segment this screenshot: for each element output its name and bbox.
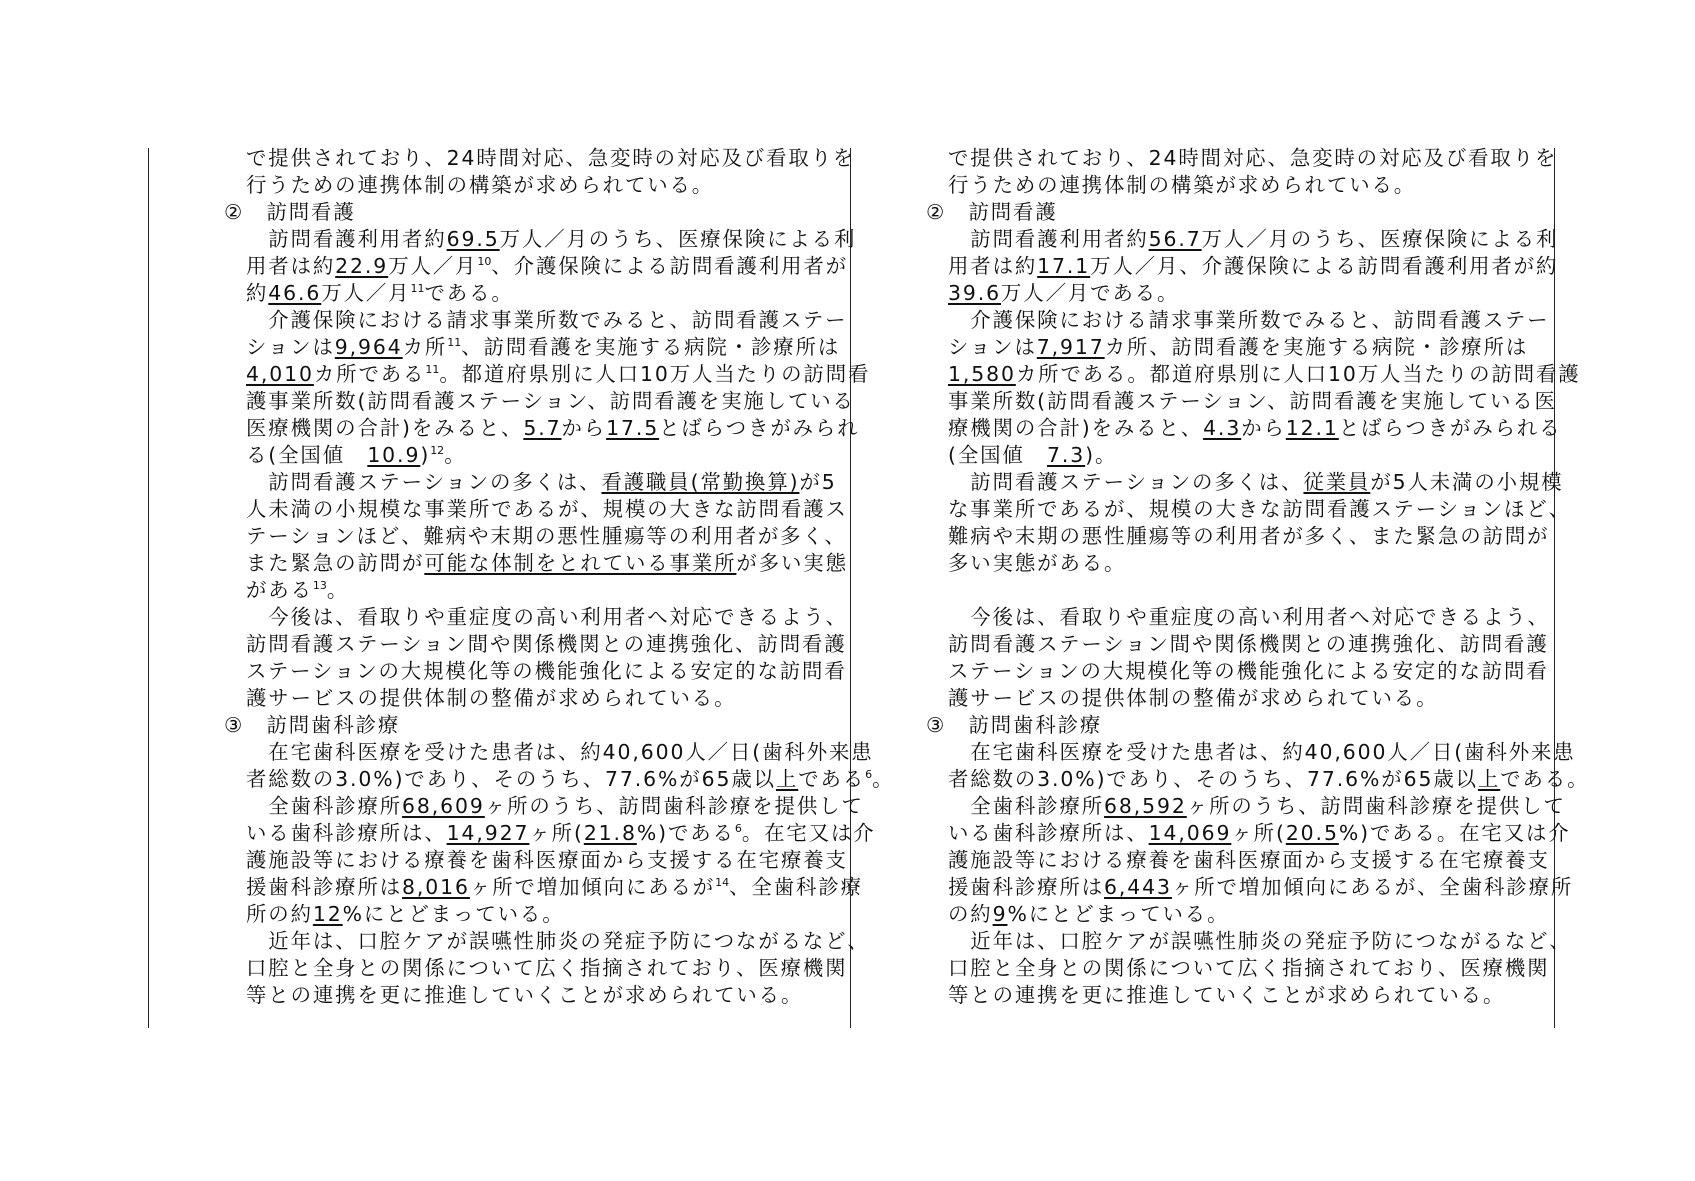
text-line: [948, 442, 1540, 469]
text-line: [246, 820, 876, 847]
underlined-text: 4,010: [246, 362, 314, 386]
underlined-text: 5.7: [523, 416, 562, 440]
text-segment: %)である。在宅又は介: [1338, 821, 1571, 845]
text-segment: 今後は、看取りや重症度の高い利用者へ対応できるよう、: [246, 605, 848, 629]
text-segment: %にとどまっている。: [1007, 902, 1230, 926]
text-segment: で提供されており、24時間対応、急変時の対応及び看取りを: [246, 146, 856, 170]
text-segment: 訪問看護ステーション間や関係機関との連携強化、訪問看護: [246, 632, 847, 656]
text-segment: 事業所数(訪問看護ステーション、訪問看護を実施している医: [948, 389, 1557, 413]
blank-line: [948, 577, 1540, 604]
text-line: [246, 226, 857, 253]
footnote-ref: 11: [425, 363, 440, 376]
text-line: [246, 496, 848, 523]
underlined-text: 6,443: [1104, 875, 1172, 899]
underlined-text: 14,069: [1148, 821, 1232, 845]
underlined-text: 17.5: [606, 416, 660, 440]
text-segment: 介護保険における請求事業所数でみると、訪問看護ステー: [948, 308, 1550, 332]
text-segment: 訪問看護ステーションの多くは、: [246, 470, 602, 494]
text-line: [246, 523, 847, 550]
text-segment: いる歯科診療所は、: [246, 821, 447, 845]
underlined-text: 69.5: [446, 227, 500, 251]
underlined-text: 上: [1477, 767, 1501, 791]
footnote-ref: 13: [312, 579, 327, 592]
text-line: [246, 955, 848, 982]
text-segment: 行うための連携体制の構築が求められている。: [246, 173, 715, 197]
underlined-text: 可能な体制をとれている事業所: [424, 551, 737, 575]
footnote-ref: 6: [734, 822, 742, 835]
text-segment: 全歯科診療所: [948, 794, 1105, 818]
text-segment: 用者は約: [246, 254, 336, 278]
text-line: [948, 847, 1550, 874]
text-segment: 訪問看護ステーション間や関係機関との連携強化、訪問看護: [948, 632, 1549, 656]
text-segment: 。在宅又は介: [741, 821, 876, 845]
underlined-text: 21.8: [583, 821, 637, 845]
text-segment: ステーションの大規模化等の機能強化による安定的な訪問看: [948, 659, 1549, 683]
text-line: [246, 847, 848, 874]
underlined-text: 12.1: [1285, 416, 1339, 440]
text-line: [948, 820, 1571, 847]
underlined-text: 上: [775, 767, 799, 791]
text-segment: 訪問看護ステーションの多くは、: [948, 470, 1304, 494]
underlined-text: 4.3: [1203, 416, 1242, 440]
text-segment: また緊急の訪問が: [246, 551, 425, 575]
text-line: [948, 415, 1562, 442]
underlined-text: 9,964: [334, 335, 403, 359]
text-segment: カ所である。都道府県別に人口10万人当たりの訪問看護: [1015, 362, 1581, 386]
text-line: [948, 766, 1590, 793]
text-line: [246, 685, 838, 712]
underlined-text: 1,580: [948, 362, 1016, 386]
underlined-text: 68,609: [402, 794, 485, 818]
text-segment: な事業所であるが、規模の大きな訪問看護ステーションほど、: [948, 497, 1571, 521]
text-segment: %にとどまっている。: [342, 902, 565, 926]
left-text-column: [224, 145, 895, 1009]
text-line: [948, 496, 1571, 523]
text-segment: 護サービスの提供体制の整備が求められている。: [948, 686, 1439, 710]
text-line: [948, 469, 1564, 496]
text-segment: 人未満の小規模な事業所であるが、規模の大きな訪問看護ス: [246, 497, 848, 521]
text-segment: である: [798, 767, 866, 791]
text-segment: 援歯科診療所は: [948, 875, 1105, 899]
text-segment: 万人／月: [388, 254, 478, 278]
text-line: [948, 253, 1559, 280]
underlined-text: 従業員: [1303, 470, 1371, 494]
text-segment: ヶ所のうち、訪問歯科診療を提供して: [1186, 794, 1566, 818]
text-line: [246, 604, 848, 631]
text-segment: 療機関の合計)をみると、: [948, 416, 1204, 440]
text-line: [948, 982, 1540, 1009]
text-line: [948, 631, 1549, 658]
underlined-text: 22.9: [335, 254, 389, 278]
underlined-text: 39.6: [948, 281, 1002, 305]
text-line: [246, 739, 874, 766]
text-segment: とばらつきがみられ: [659, 416, 860, 440]
text-segment: 万人／月、介護保険による訪問看護利用者が約: [1090, 254, 1559, 278]
text-line: [246, 307, 848, 334]
text-segment: 等との連携を更に推進していくことが求められている。: [948, 983, 1506, 1007]
text-segment: ): [420, 443, 431, 467]
footnote-ref: 6: [865, 768, 873, 781]
text-segment: 護事業所数(訪問看護ステーション、訪問看護を実施している: [246, 389, 855, 413]
text-segment: (全国値: [948, 443, 1048, 467]
text-segment: 介護保険における請求事業所数でみると、訪問看護ステー: [246, 308, 848, 332]
text-segment: 護施設等における療養を歯科医療面から支援する在宅療養支: [948, 848, 1550, 872]
text-line: [948, 901, 1540, 928]
text-line: [246, 766, 895, 793]
text-segment: る(全国値: [246, 443, 368, 467]
text-line: [948, 361, 1581, 388]
text-line: [246, 280, 838, 307]
text-segment: 医療機関の合計)をみると、: [246, 416, 524, 440]
text-line: [948, 685, 1540, 712]
text-line: [948, 739, 1576, 766]
text-segment: 援歯科診療所は: [246, 875, 403, 899]
text-line: [246, 901, 838, 928]
underlined-text: 68,592: [1104, 794, 1187, 818]
text-segment: 用者は約: [948, 254, 1038, 278]
left-column-left-rule: [148, 148, 149, 1028]
text-segment: カ所である: [313, 362, 426, 386]
text-line: [246, 145, 856, 172]
text-line: [948, 145, 1558, 172]
footnote-ref: 14: [715, 876, 730, 889]
underlined-text: 9: [992, 902, 1008, 926]
underlined-text: 12: [312, 902, 343, 926]
text-segment: ステーションの大規模化等の機能強化による安定的な訪問看: [246, 659, 847, 683]
text-segment: 口腔と全身との関係について広く指摘されており、医療機関: [948, 956, 1550, 980]
text-segment: である。: [1500, 767, 1590, 791]
underlined-text: 10.9: [367, 443, 421, 467]
text-segment: 。: [872, 767, 895, 791]
footnote-ref: 11: [410, 282, 425, 295]
text-line: [246, 793, 864, 820]
text-segment: 行うための連携体制の構築が求められている。: [948, 173, 1417, 197]
text-segment: 近年は、口腔ケアが誤嚥性肺炎の発症予防につながるなど、: [948, 929, 1572, 953]
text-line: [246, 361, 871, 388]
text-line: [948, 793, 1566, 820]
text-segment: から: [1241, 416, 1286, 440]
section-heading: [926, 199, 1540, 226]
text-segment: ヶ所で増加傾向にあるが: [469, 875, 716, 899]
text-segment: )。: [1085, 443, 1118, 467]
text-line: [948, 280, 1540, 307]
text-segment: 万人／月のうち、医療保険による利: [1201, 227, 1559, 251]
text-segment: 万人／月のうち、医療保険による利: [499, 227, 857, 251]
text-line: [948, 658, 1549, 685]
text-segment: カ所: [402, 335, 448, 359]
text-segment: ② 訪問看護: [926, 200, 1058, 224]
text-line: [246, 442, 838, 469]
text-segment: 万人／月: [321, 281, 411, 305]
text-segment: 所の約: [246, 902, 313, 926]
underlined-text: 20.5: [1285, 821, 1339, 845]
text-segment: である。: [424, 281, 514, 305]
text-segment: ③ 訪問歯科診療: [224, 713, 401, 737]
text-segment: の約: [948, 902, 993, 926]
text-segment: 訪問看護利用者約: [948, 227, 1149, 251]
text-segment: 護サービスの提供体制の整備が求められている。: [246, 686, 737, 710]
text-segment: 。: [444, 443, 467, 467]
text-segment: 訪問看護利用者約: [246, 227, 447, 251]
text-segment: が多い実態: [736, 551, 848, 575]
text-segment: いる歯科診療所は、: [948, 821, 1149, 845]
text-segment: が5: [799, 470, 837, 494]
text-line: [948, 307, 1550, 334]
text-segment: 、全歯科診療: [729, 875, 863, 899]
text-line: [246, 334, 841, 361]
text-line: [948, 172, 1540, 199]
text-segment: テーションほど、難病や末期の悪性腫瘍等の利用者が多く、: [246, 524, 847, 548]
text-segment: で提供されており、24時間対応、急変時の対応及び看取りを: [948, 146, 1558, 170]
text-line: [246, 928, 870, 955]
text-segment: 、介護保険による訪問看護利用者が: [491, 254, 849, 278]
text-segment: 今後は、看取りや重症度の高い利用者へ対応できるよう、: [948, 605, 1550, 629]
text-segment: 約: [246, 281, 269, 305]
text-line: [948, 955, 1550, 982]
text-line: [948, 874, 1574, 901]
text-segment: ションは: [246, 335, 335, 359]
text-segment: 在宅歯科医療を受けた患者は、約40,600人／日(歯科外来患: [948, 740, 1576, 764]
text-line: [948, 523, 1550, 550]
text-segment: とばらつきがみられる: [1338, 416, 1562, 440]
text-line: [246, 388, 855, 415]
text-segment: 。都道府県別に人口10万人当たりの訪問看: [439, 362, 871, 386]
text-line: [246, 253, 849, 280]
text-line: [246, 415, 860, 442]
underlined-text: 8,016: [402, 875, 470, 899]
text-segment: ヶ所(: [529, 821, 584, 845]
text-line: [948, 334, 1540, 361]
text-segment: ションは: [948, 335, 1037, 359]
underlined-text: 7.3: [1047, 443, 1086, 467]
text-segment: 護施設等における療養を歯科医療面から支援する在宅療養支: [246, 848, 848, 872]
section-heading: [926, 712, 1540, 739]
text-line: [246, 469, 838, 496]
text-segment: %)である: [636, 821, 735, 845]
text-segment: がある: [246, 578, 313, 602]
text-segment: 在宅歯科医療を受けた患者は、約40,600人／日(歯科外来患: [246, 740, 874, 764]
text-line: [246, 874, 863, 901]
text-segment: 者総数の3.0%)であり、そのうち、77.6%が65歳以: [246, 767, 776, 791]
text-line: [246, 982, 838, 1009]
text-segment: 多い実態がある。: [948, 551, 1127, 575]
right-text-column: [926, 145, 1590, 1009]
text-segment: ② 訪問看護: [224, 200, 356, 224]
text-segment: が5人未満の小規模: [1370, 470, 1564, 494]
text-segment: 難病や末期の悪性腫瘍等の利用者が多く、また緊急の訪問が: [948, 524, 1550, 548]
text-line: [948, 226, 1559, 253]
underlined-text: 14,927: [446, 821, 530, 845]
text-segment: から: [561, 416, 607, 440]
text-line: [246, 172, 838, 199]
text-segment: 万人／月である。: [1001, 281, 1180, 305]
underlined-text: 7,917: [1036, 335, 1105, 359]
footnote-ref: 11: [447, 336, 462, 349]
text-segment: 近年は、口腔ケアが誤嚥性肺炎の発症予防につながるなど、: [246, 929, 870, 953]
text-segment: ヶ所(: [1231, 821, 1286, 845]
text-line: [948, 928, 1572, 955]
text-line: [246, 550, 848, 577]
text-segment: ヶ所のうち、訪問歯科診療を提供して: [484, 794, 864, 818]
text-segment: 口腔と全身との関係について広く指摘されており、医療機関: [246, 956, 848, 980]
text-segment: 全歯科診療所: [246, 794, 403, 818]
text-line: [948, 604, 1550, 631]
text-segment: 等との連携を更に推進していくことが求められている。: [246, 983, 804, 1007]
text-segment: ③ 訪問歯科診療: [926, 713, 1103, 737]
underlined-text: 看護職員(常勤換算): [601, 470, 800, 494]
text-line: [948, 388, 1557, 415]
text-segment: 者総数の3.0%)であり、そのうち、77.6%が65歳以: [948, 767, 1478, 791]
section-heading: [224, 712, 838, 739]
text-segment: ヶ所で増加傾向にあるが、全歯科診療所: [1171, 875, 1574, 899]
underlined-text: 46.6: [268, 281, 322, 305]
text-line: [948, 550, 1540, 577]
text-segment: 、訪問看護を実施する病院・診療所は: [461, 335, 841, 359]
text-line: [246, 631, 847, 658]
underlined-text: 17.1: [1037, 254, 1091, 278]
text-line: [246, 658, 847, 685]
footnote-ref: 10: [477, 255, 492, 268]
text-line: [246, 577, 838, 604]
text-segment: カ所、訪問看護を実施する病院・診療所は: [1104, 335, 1529, 359]
underlined-text: 56.7: [1148, 227, 1202, 251]
text-segment: 。: [326, 578, 350, 602]
section-heading: [224, 199, 838, 226]
footnote-ref: 12: [430, 444, 445, 457]
